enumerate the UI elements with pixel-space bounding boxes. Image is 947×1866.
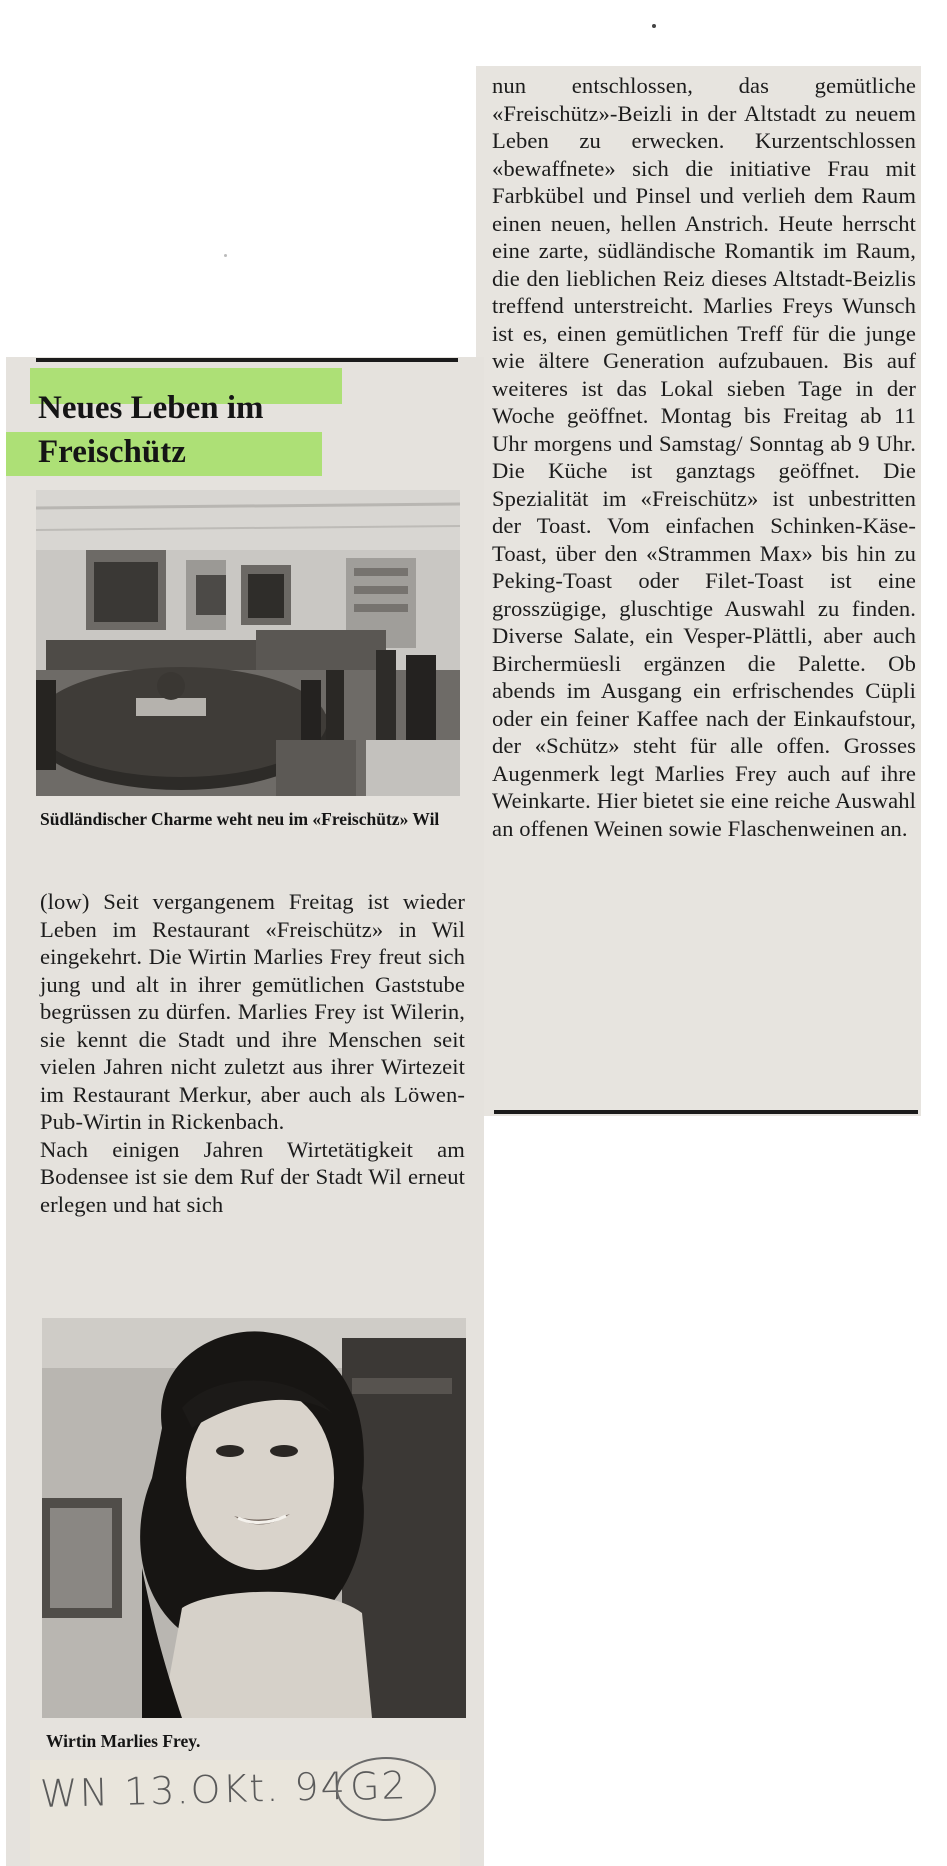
body-right-column [492, 72, 916, 842]
headline-line-1: Neues Leben im [38, 390, 264, 426]
headline [38, 386, 338, 474]
portrait-photo [42, 1318, 466, 1718]
handwritten-code: G2 [349, 1763, 409, 1809]
body-paragraph: nun entschlossen, das gemütliche «Freischütz»-Beizli in der Altstadt zu neuem Leben zu erwecken. Kurzentschlossen «bewaffnete» sich die initiative Frau mit Farbkübel und Pinsel und verlieh dem Raum einen neuen, hellen Anstrich. Heute herrscht eine zarte, südländische Romantik im Raum, die den lieblichen Reiz dieses Altstadt-Beizlis treffend unterstreicht. Marlies Freys Wunsch ist es, einen gemütlichen Treff für die junge wie ältere Generation aufzubauen. Bis auf weiteres ist das Lokal sieben Tage in der Woche geöffnet. Montag bis Freitag ab 11 Uhr morgens und Samstag/ Sonntag ab 9 Uhr. Die Küche ist ganztags geöffnet. Die Spezialität im «Freischütz» ist unbestritten der Toast. Vom einfachen Schinken-Käse-Toast, über den «Strammen Max» bis hin zu Peking-Toast oder Filet-Toast ist eine grosszügige, gluschtige Auswahl zu finden. Diverse Salate, ein Vesper-Plättli, aber auch Birchermüesli ergänzen die Palette. Ob abends im Ausgang ein erfrischendes Cüpli oder ein feiner Kaffee nach der Einkaufstour, der «Schütz» steht für alle offen. Grosses Augenmerk legt Marlies Frey auch auf ihre Weinkarte. Hier bietet sie eine reiche Auswahl an offenen Weinen sowie Flaschenweinen an. [492, 73, 916, 841]
speck [224, 254, 227, 257]
photo-caption-2: Wirtin Marlies Frey. [46, 1731, 201, 1751]
end-rule [494, 1110, 918, 1114]
speck [652, 24, 656, 28]
handwritten-source-note: WN 13.OKt. 94 [39, 1763, 348, 1817]
body-paragraph: (low) Seit vergangenem Freitag ist wieder Leben im Restaurant «Freischütz» in Wil eingekehrt. Die Wirtin Marlies Frey freut sich jung und alt in ihrer gemütlichen Gaststube begrüssen zu dürfen. Marlies Frey ist Wilerin, sie kennt die Stadt und ihre Menschen seit vielen Jahren nicht zuletzt aus ihrer Wirtezeit im Restaurant Merkur, aber auch als Löwen-Pub-Wirtin in Rickenbach. [40, 889, 465, 1134]
body-left-column [40, 888, 465, 1218]
restaurant-interior-photo [36, 490, 460, 796]
photo-caption-1: Südländischer Charme weht neu im «Freischütz» Wil [40, 809, 440, 829]
headline-line-2: Freischütz [38, 434, 186, 470]
top-rule [36, 358, 458, 362]
body-paragraph: Nach einigen Jahren Wirtetätigkeit am Bodensee ist sie dem Ruf der Stadt Wil erneut erlegen und hat sich [40, 1136, 465, 1217]
